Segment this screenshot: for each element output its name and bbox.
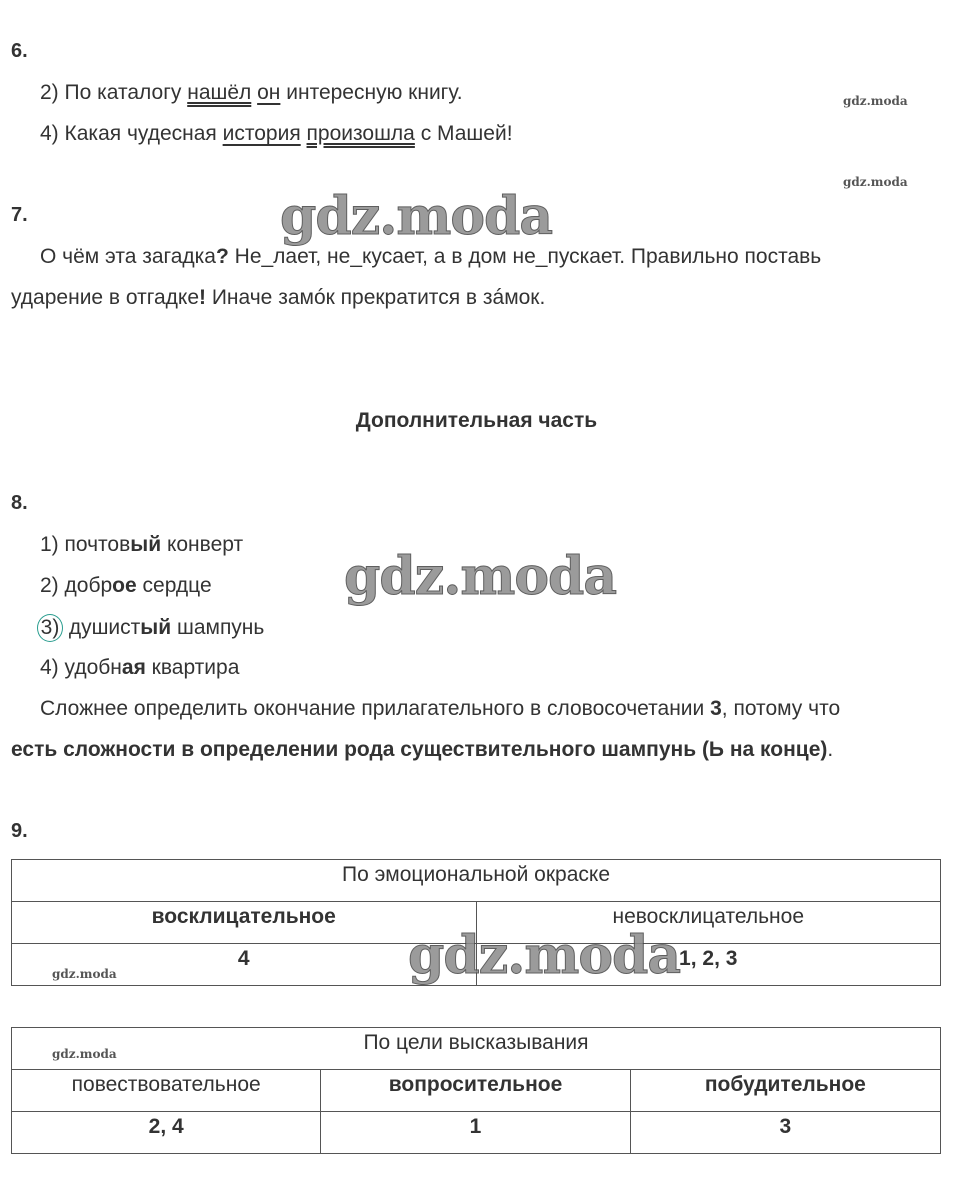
noun: сердце [136,574,212,597]
text: интересную книгу. [280,81,463,104]
text: есть сложности в определении рода существительного шампунь (Ь на конце) [11,738,828,761]
task-8-explanation-1 [40,696,840,722]
table-column: побудительное [630,1070,940,1112]
text: с Машей! [414,122,513,145]
punct: ? [215,245,229,268]
stem: добр [58,574,113,597]
table-header: По эмоциональной окраске [12,860,941,902]
text: Иначе замóк прекратится в зáмок. [206,286,546,309]
stem: почтов [58,533,131,556]
subject: он [257,81,281,104]
noun: квартира [145,656,240,679]
table-column: восклицательное [12,902,477,944]
stem: душист [63,616,141,639]
text: Сложнее определить окончание прилагательного в словосочетании [40,697,711,720]
punct: ! [199,286,206,309]
answer-number: 3 [710,697,722,720]
watermark-big: gdz.moda [408,925,681,986]
table-column: повествовательное [12,1070,321,1112]
item-number: 2) [40,574,59,597]
task-8-item-2 [40,573,212,599]
table-column: вопросительное [321,1070,630,1112]
punct: . [827,738,834,761]
watermark-small: gdz.moda [52,967,117,981]
table-cell: 1 [321,1112,630,1154]
task-7-line-2 [11,285,545,311]
predicate: нашёл [187,81,252,104]
task-8-item-4 [40,655,239,681]
ending: ый [130,533,162,556]
table-cell: 1, 2, 3 [476,944,941,986]
task-8-item-3 [40,614,264,642]
stem: удобн [58,656,122,679]
text: ударение в отгадке [11,286,199,309]
item-number: 4) [40,656,59,679]
noun: шампунь [171,616,265,639]
noun: конверт [161,533,244,556]
subject: история [222,122,301,145]
task-6-number: 6. [11,40,28,62]
task-8-number: 8. [11,492,28,514]
task-8-explanation-2 [11,737,833,763]
task-7-number: 7. [11,204,28,226]
watermark-big: gdz.moda [280,186,553,247]
text: Не_лает, не_кусает, а в дом не_пускает. Правильно поставь [228,245,822,268]
watermark-small: gdz.moda [52,1047,117,1061]
text: 4) Какая чудесная [40,122,223,145]
watermark-small: gdz.moda [843,175,908,189]
table-column: невосклицательное [476,902,941,944]
task-8-item-1 [40,532,243,558]
text: , потому что [721,697,841,720]
section-title: Дополнительная часть [355,409,598,432]
item-number: 1) [40,533,59,556]
watermark-small: gdz.moda [843,94,908,108]
answer-circle: 3) [37,614,63,642]
purpose-table [11,1027,941,1154]
table-header: По цели высказывания [12,1028,941,1070]
ending: ая [121,656,146,679]
watermark-big: gdz.moda [344,546,617,607]
task-6-line-2 [40,80,463,106]
ending: ый [140,616,172,639]
text: О чём эта загадка [40,245,216,268]
text: 2) По каталогу [40,81,188,104]
task-9-number: 9. [11,820,28,842]
table-cell: 2, 4 [12,1112,321,1154]
task-7-line-1 [40,244,821,270]
task-6-line-4 [40,121,513,147]
ending: ое [112,574,137,597]
table-cell: 3 [630,1112,940,1154]
predicate: произошла [306,122,415,145]
table-cell: 4 [12,944,477,986]
